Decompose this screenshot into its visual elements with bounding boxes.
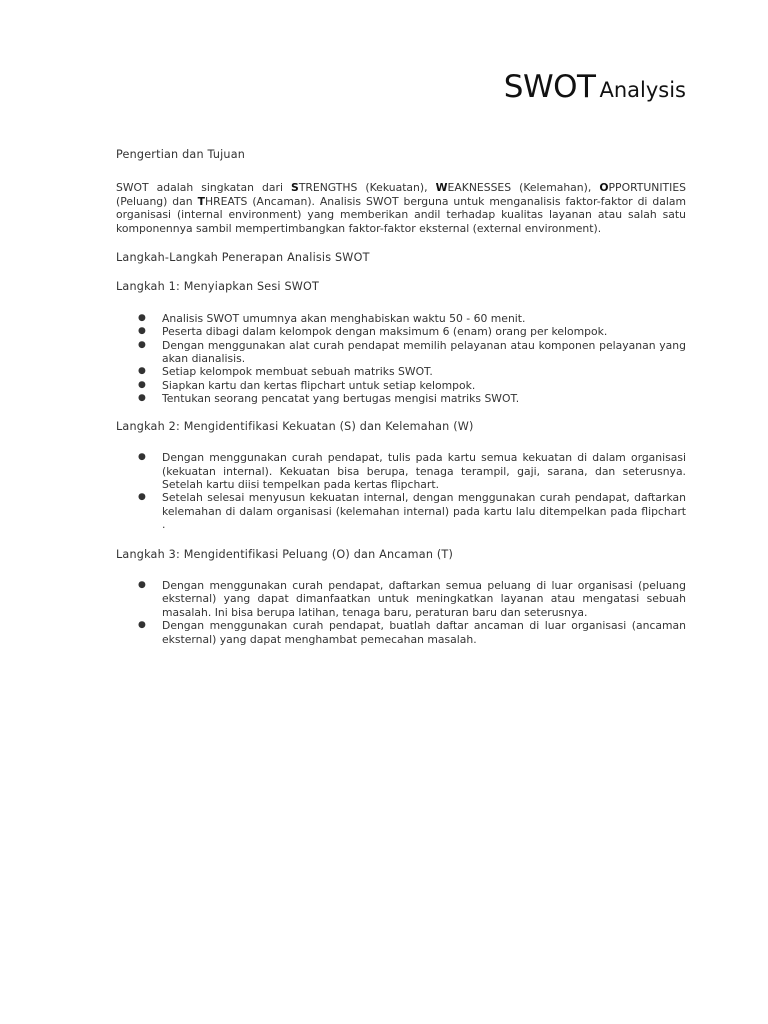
list-item-text: Setiap kelompok membuat sebuah matriks SWOT. [162, 365, 433, 379]
step3-heading: Langkah 3: Mengidentifikasi Peluang (O) dan Ancaman (T) [116, 547, 454, 561]
document-title [503, 69, 686, 105]
step2-list [116, 451, 686, 531]
list-item [116, 312, 686, 325]
list-item-text: Setelah selesai menyusun kekuatan internal, dengan menggunakan curah pendapat, daftarkan kelemahan di dalam organisasi (kelemahan internal) pada kartu lalu ditempelkan pada flipchart . [162, 491, 686, 532]
section-heading-langkah: Langkah-Langkah Penerapan Analisis SWOT [116, 251, 370, 265]
list-item [116, 451, 686, 491]
step1-list [116, 312, 686, 406]
intro-bold-w: W [435, 181, 448, 195]
bullet-icon: ● [138, 620, 146, 631]
bullet-icon: ● [138, 366, 146, 377]
step3-list [116, 579, 686, 646]
intro-text-o: PPORTUNITIES (Peluang) dan [116, 181, 686, 208]
bullet-icon: ● [138, 379, 146, 390]
list-item [116, 491, 686, 531]
title-main: SWOT [503, 69, 596, 105]
step1-heading: Langkah 1: Menyiapkan Sesi SWOT [116, 280, 320, 294]
list-item-text: Dengan menggunakan curah pendapat, tulis pada kartu semua kekuatan di dalam organisasi (kekuatan internal). Kekuatan bisa berupa, tenaga terampil, gaji, sarana, dan seterusnya. Setelah kartu diisi tempelkan pada kertas flipchart. [162, 451, 686, 491]
list-item-text: Dengan menggunakan curah pendapat, daftarkan semua peluang di luar organisasi (peluang eksternal) yang dapat dimanfaatkan untuk meningkatkan layanan atau mengatasi sebuah masalah. Ini bisa berupa latihan, tenaga baru, peraturan baru dan seterusnya. [162, 578, 686, 619]
list-item-text: Analisis SWOT umumnya akan menghabiskan waktu 50 - 60 menit. [162, 311, 526, 325]
document-body [116, 148, 686, 646]
list-item-text: Peserta dibagi dalam kelompok dengan maksimum 6 (enam) orang per kelompok. [162, 325, 608, 339]
bullet-icon: ● [138, 393, 146, 404]
bullet-icon: ● [138, 579, 146, 590]
list-item [116, 365, 686, 378]
intro-text-1: SWOT adalah singkatan dari [116, 181, 292, 195]
bullet-icon: ● [138, 492, 146, 503]
title-sub: Analysis [599, 78, 686, 102]
list-item [116, 339, 686, 366]
bullet-icon: ● [138, 326, 146, 337]
list-item [116, 392, 686, 405]
intro-text-s: TRENGTHS (Kekuatan), [298, 181, 436, 195]
intro-paragraph [116, 181, 686, 235]
intro-bold-t: T [197, 194, 205, 208]
intro-text-t: HREATS (Ancaman). Analisis SWOT berguna untuk menganalisis faktor-faktor di dalam organisasi (internal environment) yang memberikan andil terhadap kualitas layanan atau salah satu komponennya sambil mempertimbangkan faktor-faktor eksternal (external environment). [116, 194, 686, 235]
intro-bold-s: S [291, 181, 299, 195]
list-item-text: Dengan menggunakan curah pendapat, buatlah daftar ancaman di luar organisasi (ancaman eksternal) yang dapat menghambat pemecahan masalah. [162, 619, 686, 646]
list-item-text: Dengan menggunakan alat curah pendapat memilih pelayanan atau komponen pelayanan yang akan dianalisis. [162, 338, 686, 366]
list-item-text: Tentukan seorang pencatat yang bertugas mengisi matriks SWOT. [162, 392, 520, 406]
list-item-text: Siapkan kartu dan kertas flipchart untuk setiap kelompok. [162, 378, 476, 392]
intro-bold-o: O [599, 181, 609, 195]
list-item [116, 619, 686, 646]
list-item [116, 379, 686, 392]
list-item [116, 325, 686, 338]
section-heading-pengertian: Pengertian dan Tujuan [116, 148, 246, 161]
bullet-icon: ● [138, 452, 146, 463]
bullet-icon: ● [138, 339, 146, 350]
list-item [116, 579, 686, 619]
step2-heading: Langkah 2: Mengidentifikasi Kekuatan (S) dan Kelemahan (W) [116, 419, 474, 433]
bullet-icon: ● [138, 312, 146, 323]
intro-text-w: EAKNESSES (Kelemahan), [447, 181, 600, 195]
